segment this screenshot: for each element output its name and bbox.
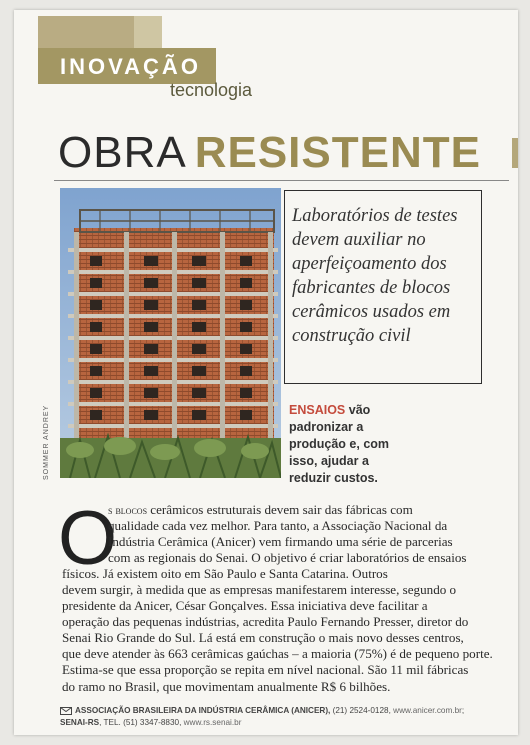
edge-marker: [512, 138, 518, 168]
footer-line-2: [60, 717, 510, 729]
section-subtitle: tecnologia: [170, 80, 253, 100]
contact-footer: [60, 705, 510, 729]
body-line: Estima-se que essa proporção se repita em nível nacional. São 11 mil fábricas: [62, 662, 469, 678]
body-line: devem surgir, à medida que as empresas manifestarem interesse, segundo o: [62, 582, 457, 598]
lead-text: Laboratórios de testes devem auxiliar no aperfeiçoamento dos fabricantes de blocos cerâmicos usados em construção civil: [292, 206, 458, 346]
footer-tel-1: (21) 2524-0128,: [330, 706, 394, 715]
footer-org-2: SENAI-RS: [60, 718, 100, 727]
title-rule: [54, 180, 509, 181]
drop-cap: O: [58, 496, 118, 581]
body-line: do ramo no Brasil, que movimentam anualmente R$ 6 bilhões.: [62, 678, 391, 694]
footer-line-1: ASSOCIAÇÃO BRASILEIRA DA INDÚSTRIA CERÂMICA (ANICER), (21) 2524-0128, www.anicer.com.br;: [60, 705, 510, 717]
envelope-icon: [60, 707, 72, 715]
magazine-page: [14, 10, 518, 735]
body-first-words: s blocos: [108, 503, 148, 517]
footer-link-anicer[interactable]: www.anicer.com.br: [393, 706, 462, 715]
footer-tel-2: , TEL. (51) 3347-8830,: [99, 718, 184, 727]
header-accent-block: [134, 16, 162, 48]
body-line: presidente da Anicer, César Gonçalves. Essa iniciativa deve facilitar a: [62, 598, 428, 614]
title-part-1: OBRA: [58, 128, 187, 177]
body-line: com as regionais do Senai. O objetivo é criar laboratórios de ensaios: [108, 550, 467, 566]
footer-org-1: ASSOCIAÇÃO BRASILEIRA DA INDÚSTRIA CERÂMICA (ANICER),: [75, 706, 331, 715]
title-part-2: RESISTENTE: [194, 128, 481, 177]
body-line: s blocos cerâmicos estruturais devem sair das fábricas com: [108, 502, 413, 517]
section-title: INOVAÇÃO: [60, 54, 201, 79]
body-line: operação das pequenas indústrias, acredita Paulo Fernando Presser, diretor do: [62, 614, 469, 630]
callout: [289, 402, 409, 487]
body-line: físicos. Já existem oito em São Paulo e Santa Catarina. Outros: [62, 566, 388, 582]
body-line: qualidade cada vez melhor. Para tanto, a Associação Nacional da: [108, 518, 448, 534]
body-line: Senai Rio Grande do Sul. Lá está em construção o mais novo desses centros,: [62, 630, 464, 646]
callout-keyword: ENSAIOS: [289, 403, 346, 417]
building-photo: [60, 188, 281, 478]
photo-credit: SOMMER ANDREY: [43, 404, 50, 480]
body-line: Indústria Cerâmica (Anicer) vem firmando uma série de parcerias: [108, 534, 453, 550]
article-body: [62, 502, 510, 695]
callout-text: vão padronizar a produção e, com isso, ajudar a reduzir custos.: [289, 403, 390, 485]
footer-link-senai[interactable]: www.rs.senai.br: [183, 718, 242, 727]
body-line: que deve atender às 663 cerâmicas gaúchas – a maioria (75%) é de pequeno porte.: [62, 646, 493, 662]
article-title: [58, 128, 481, 178]
